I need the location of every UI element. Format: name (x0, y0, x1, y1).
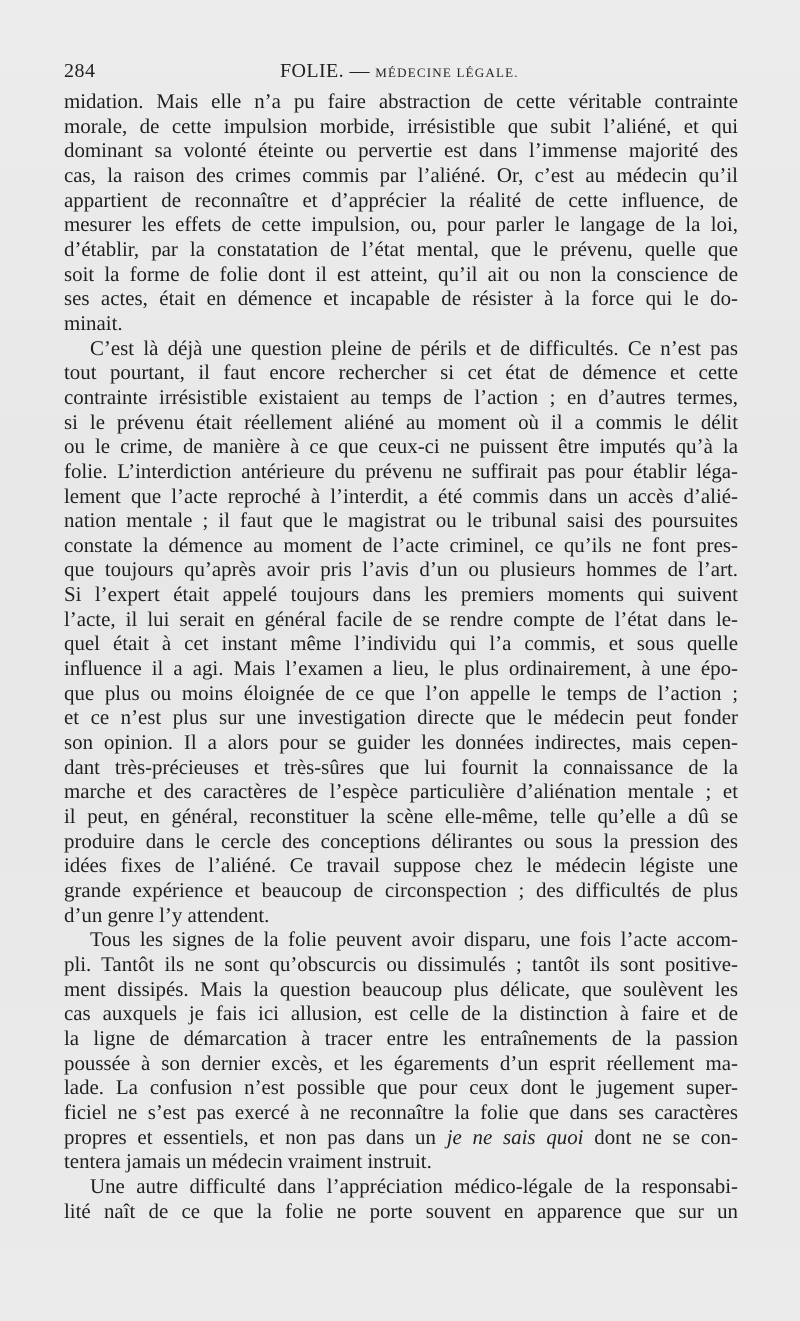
italic-phrase: je ne sais quoi (446, 1124, 584, 1149)
running-title-main: FOLIE. (280, 60, 345, 82)
text-line: grande expérience et beaucoup de circonspection ; des difficultés de plus (64, 878, 738, 902)
text-line: l’acte, il lui serait en général facile de se rendre compte de l’état dans le- (64, 606, 738, 631)
paragraph-2 (64, 336, 738, 928)
text-line: C’est là déjà une question pleine de périls et de difficultés. Ce n’est pas (90, 335, 738, 360)
text-line: que toujours qu’après avoir pris l’avis d’un ou plusieurs hommes de l’art. (64, 557, 738, 582)
text-line: ficiel ne s’est pas exercé à ne reconnaître la folie que dans ses caractères (64, 1099, 738, 1124)
text-fragment: dont ne se con- (594, 1124, 738, 1149)
text-line: Tous les signes de la folie peuvent avoir disparu, une fois l’acte accom- (90, 927, 738, 952)
text-line: et ce n’est plus sur une investigation directe que le médecin peut fonder (64, 705, 738, 730)
text-line: Une autre difficulté dans l’appréciation médico-légale de la responsabi- (90, 1173, 738, 1198)
text-line: contrainte irrésistible existaient au temps de l’action ; en d’autres termes, (64, 384, 738, 409)
text-line: nation mentale ; il faut que le magistrat ou le tribunal saisi des poursuites (64, 508, 738, 533)
text-line: ment dissipés. Mais la question beaucoup plus délicate, que soulèvent les (64, 976, 738, 1001)
text-line: produire dans le cercle des conceptions délirantes ou sous la pression des (64, 828, 738, 853)
text-line: d’un genre l’y attendent. (64, 902, 270, 927)
text-line: ses actes, était en démence et incapable de résister à la force qui le do- (64, 286, 738, 311)
page-number: 284 (64, 60, 96, 82)
text-line: mesurer les effets de cette impulsion, ou, pour parler le langage de la loi, (64, 212, 738, 237)
paragraph-4 (64, 1174, 738, 1223)
text-line: d’établir, par la constatation de l’état mental, que le prévenu, quelle que (64, 236, 738, 261)
text-line: son opinion. Il a alors pour se guider les données indirectes, mais cepen- (64, 730, 738, 755)
text-line: minait. (64, 310, 123, 335)
text-line-mixed (64, 1125, 738, 1150)
text-line: la ligne de démarcation à tracer entre les entraînements de la passion (64, 1025, 738, 1050)
text-line: constate la démence au moment de l’acte criminel, ce qu’ils ne font pres- (64, 532, 738, 557)
text-line: tentera jamais un médecin vraiment instruit. (64, 1149, 432, 1174)
text-line: appartient de reconnaître et d’apprécier la réalité de cette influence, de (64, 187, 738, 212)
running-title-separator: — (349, 60, 370, 82)
text-line: dominant sa volonté éteinte ou pervertie est dans l’immense majorité des (64, 138, 738, 163)
text-line: folie. L’interdiction antérieure du prévenu ne suffirait pas pour établir léga- (64, 458, 738, 483)
text-line: lité naît de ce que la folie ne porte souvent en apparence que sur un (64, 1198, 738, 1223)
paragraph-3 (64, 927, 738, 1174)
text-line: lement que l’acte reproché à l’interdit, a été commis dans un accès d’alié- (64, 483, 738, 508)
text-line: si le prévenu était réellement aliéné au moment où il a commis le délit (64, 409, 738, 434)
text-line: lade. La confusion n’est possible que pour ceux dont le jugement super- (64, 1075, 738, 1100)
text-line: que plus ou moins éloignée de ce que l’on appelle le temps de l’action ; (64, 680, 738, 705)
paragraph-1 (64, 89, 738, 336)
text-line: dant très-précieuses et très-sûres que lui fournit la connaissance de la (64, 754, 738, 779)
running-title (280, 60, 519, 83)
text-line: tout pourtant, il faut encore rechercher si cet état de démence et cette (64, 360, 738, 385)
text-line: morale, de cette impulsion morbide, irrésistible que subit l’aliéné, et qui (64, 113, 738, 138)
text-line: ou le crime, de manière à ce que ceux-ci ne puissent être imputés qu’à la (64, 434, 738, 459)
text-line: influence il a agi. Mais l’examen a lieu, le plus ordinairement, à une épo- (64, 656, 738, 681)
text-line: quel était à cet instant même l’individu qui l’a commis, et sous quelle (64, 631, 738, 656)
text-line: poussée à son dernier excès, et les égarements d’un esprit réellement ma- (64, 1050, 738, 1075)
text-line: marche et des caractères de l’espèce particulière d’aliénation mentale ; et (64, 779, 738, 804)
text-line: cas, la raison des crimes commis par l’aliéné. Or, c’est au médecin qu’il (64, 162, 738, 187)
running-title-subtitle: MÉDECINE LÉGALE. (375, 65, 519, 80)
text-line: cas auxquels je fais ici allusion, est celle de la distinction à faire et de (64, 1001, 738, 1026)
text-line: soit la forme de folie dont il est atteint, qu’il ait ou non la conscience de (64, 261, 738, 286)
page-body (64, 89, 738, 1223)
text-line: midation. Mais elle n’a pu faire abstraction de cette véritable contrainte (64, 89, 738, 113)
text-line: Si l’expert était appelé toujours dans les premiers moments qui suivent (64, 582, 738, 607)
text-fragment: propres et essentiels, et non pas dans un (64, 1124, 436, 1149)
text-line: idées fixes de l’aliéné. Ce travail suppose chez le médecin légiste une (64, 853, 738, 878)
text-line: pli. Tantôt ils ne sont qu’obscurcis ou dissimulés ; tantôt ils sont positive- (64, 951, 738, 976)
text-line: il peut, en général, reconstituer la scène elle-même, telle qu’elle a dû se (64, 804, 738, 829)
page-header (64, 60, 738, 90)
